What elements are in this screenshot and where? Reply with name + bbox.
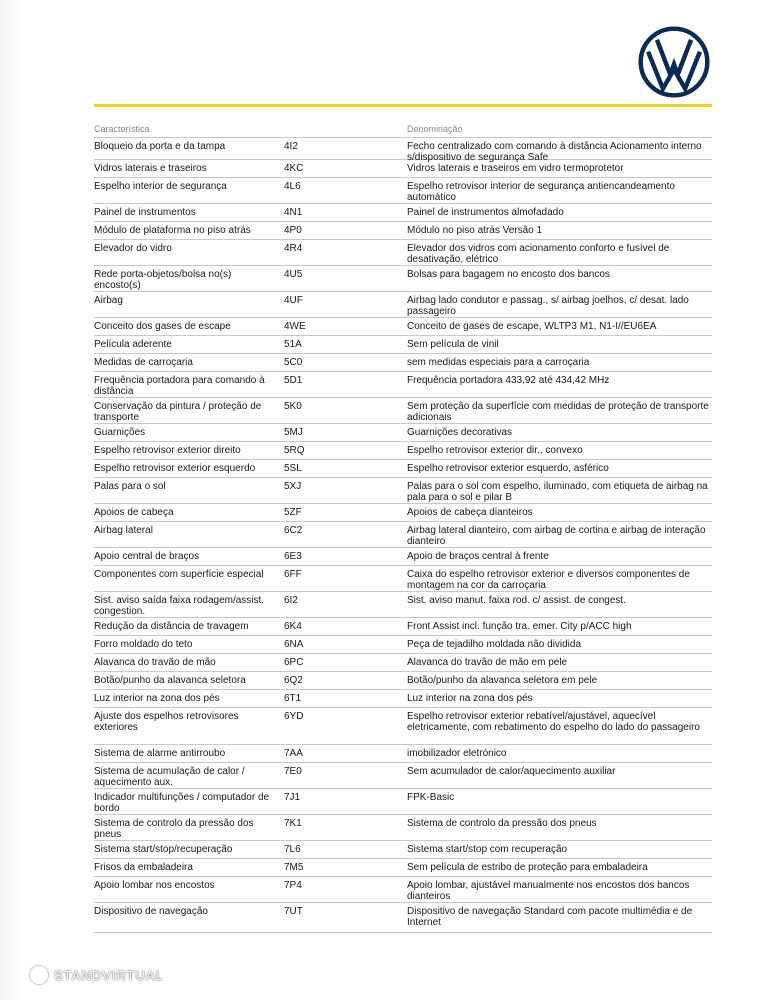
table-row: [94, 424, 712, 442]
feature-cell: Airbag lateral: [94, 525, 153, 536]
table-row: [94, 859, 712, 877]
table-row: [94, 636, 712, 654]
feature-cell: Espelho interior de segurança: [94, 181, 227, 192]
name-cell: Sem película de estribo de proteção para embaladeira: [407, 862, 648, 873]
name-cell: Airbag lateral dianteiro, com airbag de cortina e airbag de interação dianteiro: [407, 525, 706, 547]
name-cell: FPK-Basic: [407, 792, 455, 803]
code-cell: 6C2: [284, 525, 303, 536]
table-row: [94, 504, 712, 522]
table-row: [94, 903, 712, 933]
code-cell: 6PC: [284, 657, 304, 668]
feature-cell: Apoio central de braços: [94, 551, 200, 562]
table-row: [94, 460, 712, 478]
table-header-row: [94, 120, 712, 138]
code-cell: 7K1: [284, 818, 302, 829]
feature-cell: Módulo de plataforma no piso atrás: [94, 225, 251, 236]
name-cell: Elevador dos vidros com acionamento conforto e fusível de desativação, elétrico: [407, 243, 670, 265]
table-row: [94, 372, 712, 398]
feature-cell: Conservação da pintura / proteção de transporte: [94, 401, 262, 423]
code-cell: 5K0: [284, 401, 302, 412]
feature-cell: Alavanca do travão de mão: [94, 657, 216, 668]
table-row: [94, 654, 712, 672]
table-row: [94, 318, 712, 336]
code-cell: 4WE: [284, 321, 306, 332]
blurred-page-title: [86, 34, 336, 96]
name-cell: Sem película de vinil: [407, 339, 499, 350]
feature-cell: Botão/punho da alavanca seletora: [94, 675, 246, 686]
name-cell: Sistema start/stop com recuperação: [407, 844, 568, 855]
name-cell: Módulo no piso atrás Versão 1: [407, 225, 543, 236]
code-cell: 4L6: [284, 181, 301, 192]
name-cell: Palas para o sol com espelho, iluminado, com etiqueta de airbag na pala para o sol e pilar B: [407, 481, 708, 503]
feature-cell: Dispositivo de navegação: [94, 906, 208, 917]
table-row: [94, 789, 712, 815]
table-row: [94, 592, 712, 618]
name-cell: sem medidas especiais para a carroçaria: [407, 357, 590, 368]
feature-cell: Película aderente: [94, 339, 172, 350]
code-cell: 51A: [284, 339, 302, 350]
name-cell: Espelho retrovisor exterior dir., convexo: [407, 445, 583, 456]
code-cell: 4KC: [284, 163, 304, 174]
name-cell: Sem acumulador de calor/aquecimento auxiliar: [407, 766, 616, 777]
feature-cell: Forro moldado do teto: [94, 639, 193, 650]
feature-cell: Vidros laterais e traseiros: [94, 163, 207, 174]
name-cell: Espelho retrovisor exterior rebatível/ajustável, aquecível eletricamente, com rebatimento do espelho do lado do passageiro: [407, 711, 700, 733]
feature-cell: Sistema start/stop/recuperação: [94, 844, 233, 855]
watermark-text: STANDVIRTUAL: [54, 967, 164, 983]
header-accent-rule: [94, 104, 712, 107]
feature-cell: Espelho retrovisor exterior direito: [94, 445, 241, 456]
name-cell: Espelho retrovisor interior de segurança antiencandeamento automático: [407, 181, 675, 203]
name-cell: Bolsas para bagagem no encosto dos bancos: [407, 269, 610, 280]
feature-cell: Airbag: [94, 295, 123, 306]
name-cell: Airbag lado condutor e passag., s/ airbag joelhos, c/ desat. lado passageiro: [407, 295, 689, 317]
table-row: [94, 354, 712, 372]
code-cell: 5C0: [284, 357, 303, 368]
code-cell: 6E3: [284, 551, 302, 562]
equipment-table: [94, 120, 712, 933]
name-cell: Guarnições decorativas: [407, 427, 513, 438]
code-cell: 5D1: [284, 375, 303, 386]
name-cell: Conceito de gases de escape, WLTP3 M1, N1-I//EU6EA: [407, 321, 657, 332]
header-name: Denominação: [407, 124, 463, 134]
name-cell: imobilizador eletrónico: [407, 748, 507, 759]
table-row: [94, 548, 712, 566]
feature-cell: Sist. aviso saída faixa rodagem/assist. congestion.: [94, 595, 265, 617]
code-cell: 7UT: [284, 906, 303, 917]
table-row: [94, 240, 712, 266]
code-cell: 7E0: [284, 766, 302, 777]
name-cell: Front Assist incl. função tra. emer. City p/ACC high: [407, 621, 632, 632]
code-cell: 7J1: [284, 792, 301, 803]
code-cell: 4N1: [284, 207, 303, 218]
name-cell: Vidros laterais e traseiros em vidro termoprotetor: [407, 163, 624, 174]
table-row: [94, 690, 712, 708]
table-row: [94, 672, 712, 690]
name-cell: Fecho centralizado com comando à distância Acionamento interno s/dispositivo de segurança Safe: [407, 141, 702, 163]
feature-cell: Sistema de acumulação de calor / aquecimento aux.: [94, 766, 245, 788]
name-cell: Luz interior na zona dos pés: [407, 693, 533, 704]
code-cell: 5MJ: [284, 427, 303, 438]
feature-cell: Ajuste dos espelhos retrovisores exteriores: [94, 711, 239, 733]
feature-cell: Indicador multifunções / computador de bordo: [94, 792, 270, 814]
table-row: [94, 398, 712, 424]
table-row: [94, 618, 712, 636]
table-row: [94, 222, 712, 240]
feature-cell: Sistema de controlo da pressão dos pneus: [94, 818, 254, 840]
name-cell: Alavanca do travão de mão em pele: [407, 657, 568, 668]
vw-logo-icon: [637, 25, 711, 99]
name-cell: Frequência portadora 433,92 até 434,42 MHz: [407, 375, 610, 386]
table-row: [94, 160, 712, 178]
code-cell: 4I2: [284, 141, 298, 152]
table-row: [94, 138, 712, 163]
name-cell: Apoio lombar, ajustável manualmente nos encostos dos bancos dianteiros: [407, 880, 690, 902]
table-row: [94, 841, 712, 859]
page-edge-shadow: [0, 0, 26, 1000]
feature-cell: Frisos da embaladeira: [94, 862, 193, 873]
table-row: [94, 745, 712, 763]
code-cell: 6I2: [284, 595, 298, 606]
table-row: [94, 292, 712, 318]
table-row: [94, 708, 712, 745]
name-cell: Botão/punho da alavanca seletora em pele: [407, 675, 598, 686]
watermark-logo-icon: [30, 966, 48, 984]
code-cell: 6K4: [284, 621, 302, 632]
name-cell: Sistema de controlo da pressão dos pneus: [407, 818, 597, 829]
watermark: [30, 962, 164, 988]
code-cell: 6FF: [284, 569, 302, 580]
code-cell: 5SL: [284, 463, 302, 474]
feature-cell: Painel de instrumentos: [94, 207, 196, 218]
code-cell: 7L6: [284, 844, 301, 855]
name-cell: Espelho retrovisor exterior esquerdo, asférico: [407, 463, 609, 474]
name-cell: Caixa do espelho retrovisor exterior e diversos componentes de montagem na cor da carroçaria: [407, 569, 690, 591]
feature-cell: Componentes com superfície especial: [94, 569, 264, 580]
table-row: [94, 336, 712, 354]
table-row: [94, 763, 712, 789]
header-feature: Característica: [94, 124, 150, 134]
feature-cell: Redução da distância de travagem: [94, 621, 249, 632]
name-cell: Painel de instrumentos almofadado: [407, 207, 564, 218]
feature-cell: Apoio lombar nos encostos: [94, 880, 215, 891]
code-cell: 7P4: [284, 880, 302, 891]
name-cell: Sem proteção da superfície com medidas de proteção de transporte adicionais: [407, 401, 709, 423]
table-row: [94, 877, 712, 903]
table-row: [94, 442, 712, 460]
feature-cell: Rede porta-objetos/bolsa no(s) encosto(s): [94, 269, 232, 291]
code-cell: 4UF: [284, 295, 303, 306]
code-cell: 6NA: [284, 639, 304, 650]
feature-cell: Guarnições: [94, 427, 146, 438]
feature-cell: Elevador do vidro: [94, 243, 172, 254]
code-cell: 6T1: [284, 693, 302, 704]
code-cell: 5XJ: [284, 481, 302, 492]
table-row: [94, 478, 712, 504]
feature-cell: Medidas de carroçaria: [94, 357, 193, 368]
code-cell: 4P0: [284, 225, 302, 236]
table-row: [94, 266, 712, 292]
name-cell: Apoios de cabeça dianteiros: [407, 507, 533, 518]
name-cell: Dispositivo de navegação Standard com pacote multimédia e de Internet: [407, 906, 693, 928]
code-cell: 4U5: [284, 269, 303, 280]
code-cell: 7AA: [284, 748, 303, 759]
table-row: [94, 204, 712, 222]
feature-cell: Espelho retrovisor exterior esquerdo: [94, 463, 256, 474]
table-row: [94, 522, 712, 548]
table-row: [94, 178, 712, 204]
name-cell: Apoio de braços central à frente: [407, 551, 549, 562]
code-cell: 4R4: [284, 243, 303, 254]
code-cell: 5RQ: [284, 445, 305, 456]
feature-cell: Palas para o sol: [94, 481, 166, 492]
name-cell: Peça de tejadilho moldada não dividida: [407, 639, 582, 650]
feature-cell: Apoios de cabeça: [94, 507, 174, 518]
code-cell: 6YD: [284, 711, 304, 722]
table-row: [94, 815, 712, 841]
code-cell: 6Q2: [284, 675, 303, 686]
feature-cell: Sistema de alarme antirroubo: [94, 748, 226, 759]
feature-cell: Conceito dos gases de escape: [94, 321, 231, 332]
code-cell: 7M5: [284, 862, 304, 873]
feature-cell: Luz interior na zona dos pés: [94, 693, 220, 704]
feature-cell: Bloqueio da porta e da tampa: [94, 141, 226, 152]
name-cell: Sist. aviso manut. faixa rod. c/ assist. de congest.: [407, 595, 626, 606]
table-row: [94, 566, 712, 592]
table-body: [94, 138, 712, 933]
feature-cell: Frequência portadora para comando à distância: [94, 375, 265, 397]
code-cell: 5ZF: [284, 507, 302, 518]
